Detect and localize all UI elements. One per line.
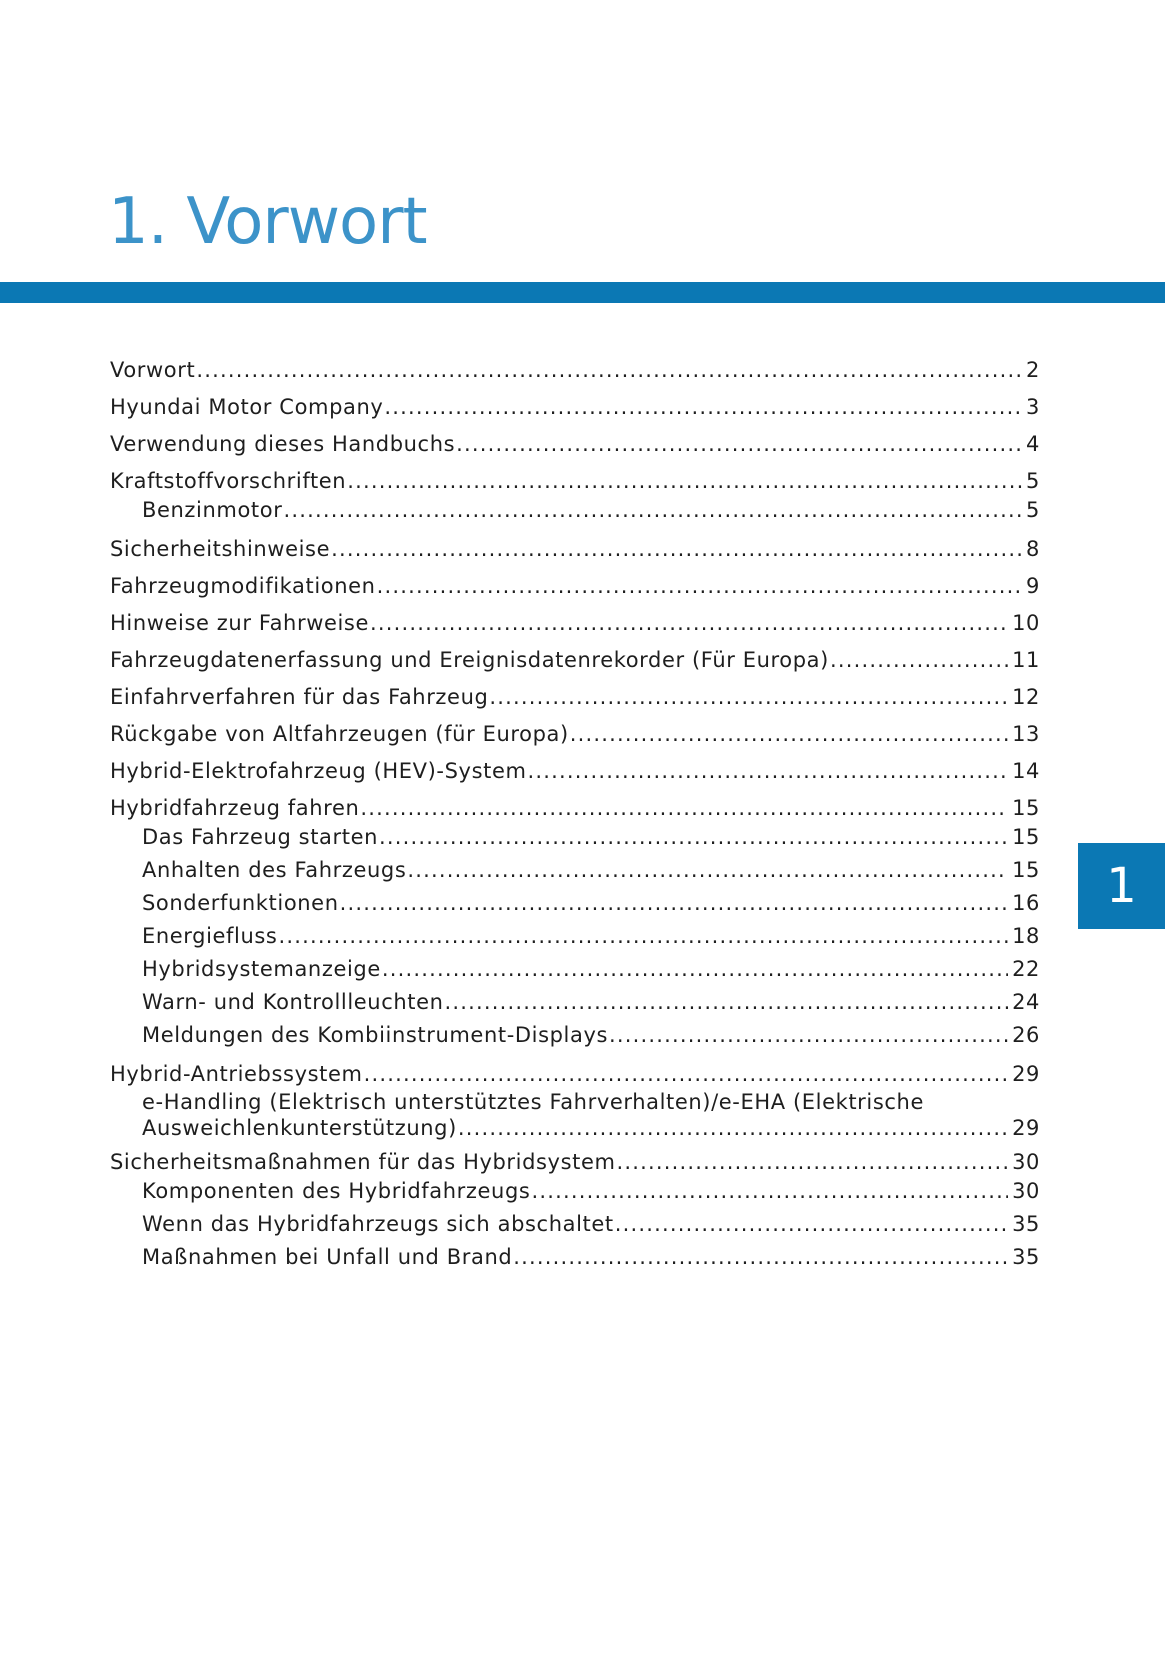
dot-leader [615,1211,1008,1237]
dot-leader [331,534,1022,564]
toc-entry-label: Maßnahmen bei Unfall und Brand [142,1245,513,1269]
toc-entry-hyundai-motor-company[interactable] [110,392,1040,429]
toc-entry-warn-kontrollleuchten[interactable] [110,989,1040,1022]
dot-leader [377,571,1022,601]
dot-leader [570,719,1008,749]
toc-entry-page: 30 [1008,1178,1040,1204]
toc-entry-label: Sicherheitsmaßnahmen für das Hybridsystem [110,1147,617,1177]
dot-leader [445,989,1009,1015]
toc-entry-label: Hybrid-Antriebssystem [110,1059,364,1089]
toc-entry-label: Das Fahrzeug starten [142,825,379,849]
toc-entry-hybridfahrzeug-abschaltet[interactable] [110,1211,1040,1244]
dot-leader [513,1244,1008,1270]
toc-entry-label: Rückgabe von Altfahrzeugen (für Europa) [110,719,570,749]
toc-entry-label-line1: e-Handling (Elektrisch unterstütztes Fahrverhalten)/e-EHA (Elektrische [142,1090,924,1114]
toc-entry-hinweise-fahrweise[interactable] [110,608,1040,645]
dot-leader [609,1022,1008,1048]
toc-entry-page: 13 [1008,719,1040,749]
toc-entry-hybridsystemanzeige[interactable] [110,956,1040,989]
toc-entry-label: Anhalten des Fahrzeugs [142,858,407,882]
toc-entry-label-line2: Ausweichlenkunterstützung) [142,1116,457,1140]
toc-entry-line2 [142,1115,1040,1141]
toc-entry-fahrzeugmodifikationen[interactable] [110,571,1040,608]
dot-leader [340,890,1008,916]
dot-leader [196,355,1022,385]
toc-entry-einfahrverfahren[interactable] [110,682,1040,719]
toc-entry-page: 3 [1022,392,1040,422]
toc-entry-sicherheitshinweise[interactable] [110,534,1040,571]
dot-leader [360,793,1008,823]
dot-leader [830,645,1008,675]
dot-leader [384,392,1022,422]
toc-entry-page: 16 [1008,890,1040,916]
toc-entry-page: 29 [1008,1059,1040,1089]
dot-leader [379,824,1008,850]
dot-leader [283,497,1022,523]
toc-entry-page: 24 [1008,989,1040,1015]
toc-entry-label: Fahrzeugdatenerfassung und Ereignisdatenrekorder (Für Europa) [110,645,830,675]
dot-leader [528,756,1009,786]
toc-entry-page: 5 [1022,497,1040,523]
dot-leader [458,1115,1008,1141]
toc-entry-page: 35 [1008,1244,1040,1270]
toc-entry-page: 9 [1022,571,1040,601]
dot-leader [617,1147,1009,1177]
toc-entry-kraftstoffvorschriften[interactable] [110,466,1040,497]
toc-entry-label: Warn- und Kontrollleuchten [142,990,444,1014]
toc-entry-label: Hybrid-Elektrofahrzeug (HEV)-System [110,756,528,786]
dot-leader [347,466,1022,496]
dot-leader [364,1059,1009,1089]
toc-entry-anhalten-fahrzeug[interactable] [110,857,1040,890]
toc-entry-fahrzeug-starten[interactable] [110,824,1040,857]
title-divider-bar [0,282,1165,303]
toc-entry-label: Sicherheitshinweise [110,534,331,564]
toc-entry-komponenten-hybridfahrzeug[interactable] [110,1178,1040,1211]
dot-leader [278,923,1008,949]
toc-entry-rueckgabe-altfahrzeuge[interactable] [110,719,1040,756]
toc-entry-sicherheitsmassnahmen-hybridsystem[interactable] [110,1147,1040,1178]
toc-entry-vorwort[interactable] [110,355,1040,392]
toc-entry-sonderfunktionen[interactable] [110,890,1040,923]
toc-entry-label: Hybridsystemanzeige [142,957,381,981]
toc-entry-benzinmotor[interactable] [110,497,1040,534]
toc-entry-page: 15 [1008,793,1040,823]
toc-entry-label: Vorwort [110,355,196,385]
dot-leader [489,682,1008,712]
toc-entry-fahrzeugdatenerfassung[interactable] [110,645,1040,682]
toc-entry-label: Fahrzeugmodifikationen [110,571,377,601]
toc-entry-label: Hybridfahrzeug fahren [110,793,360,823]
toc-entry-page: 26 [1008,1022,1040,1048]
toc-entry-page: 15 [1008,824,1040,850]
toc-entry-page: 12 [1008,682,1040,712]
chapter-tab-number: 1 [1106,858,1137,914]
toc-entry-label: Sonderfunktionen [142,891,339,915]
chapter-title: 1. Vorwort [108,185,427,259]
toc-entry-meldungen-kombiinstrument[interactable] [110,1022,1040,1059]
toc-entry-label: Wenn das Hybridfahrzeugs sich abschaltet [142,1212,614,1236]
toc-entry-page: 10 [1008,608,1040,638]
toc-entry-page: 14 [1008,756,1040,786]
toc-entry-hybridfahrzeug-fahren[interactable] [110,793,1040,824]
toc-entry-hybrid-antriebssystem[interactable] [110,1059,1040,1089]
dot-leader [456,429,1022,459]
toc-entry-label: Energiefluss [142,924,278,948]
toc-entry-page: 29 [1008,1115,1040,1141]
toc-entry-label: Hinweise zur Fahrweise [110,608,370,638]
toc-entry-massnahmen-unfall-brand[interactable] [110,1244,1040,1277]
toc-entry-e-handling[interactable] [110,1089,1040,1147]
toc-entry-label: Meldungen des Kombiinstrument-Displays [142,1023,609,1047]
toc-entry-label: Verwendung dieses Handbuchs [110,429,456,459]
toc-entry-page: 35 [1008,1211,1040,1237]
toc-entry-page: 5 [1022,466,1040,496]
dot-leader [382,956,1008,982]
toc-entry-page: 11 [1008,645,1040,675]
toc-entry-page: 22 [1008,956,1040,982]
toc-entry-verwendung-handbuch[interactable] [110,429,1040,466]
toc-entry-page: 15 [1008,857,1040,883]
toc-entry-page: 8 [1022,534,1040,564]
toc-entry-label: Komponenten des Hybridfahrzeugs [142,1179,531,1203]
toc-entry-page: 30 [1008,1147,1040,1177]
toc-entry-label: Hyundai Motor Company [110,392,384,422]
chapter-tab[interactable] [1078,843,1165,929]
toc-entry-label: Kraftstoffvorschriften [110,466,347,496]
toc-entry-label: Einfahrverfahren für das Fahrzeug [110,682,489,712]
toc-entry-label: Benzinmotor [142,498,283,522]
dot-leader [531,1178,1008,1204]
toc-entry-energiefluss[interactable] [110,923,1040,956]
table-of-contents [110,355,1040,1277]
dot-leader [370,608,1008,638]
toc-entry-hev-system[interactable] [110,756,1040,793]
toc-entry-page: 4 [1022,429,1040,459]
dot-leader [407,857,1008,883]
toc-entry-page: 18 [1008,923,1040,949]
toc-entry-page: 2 [1022,355,1040,385]
